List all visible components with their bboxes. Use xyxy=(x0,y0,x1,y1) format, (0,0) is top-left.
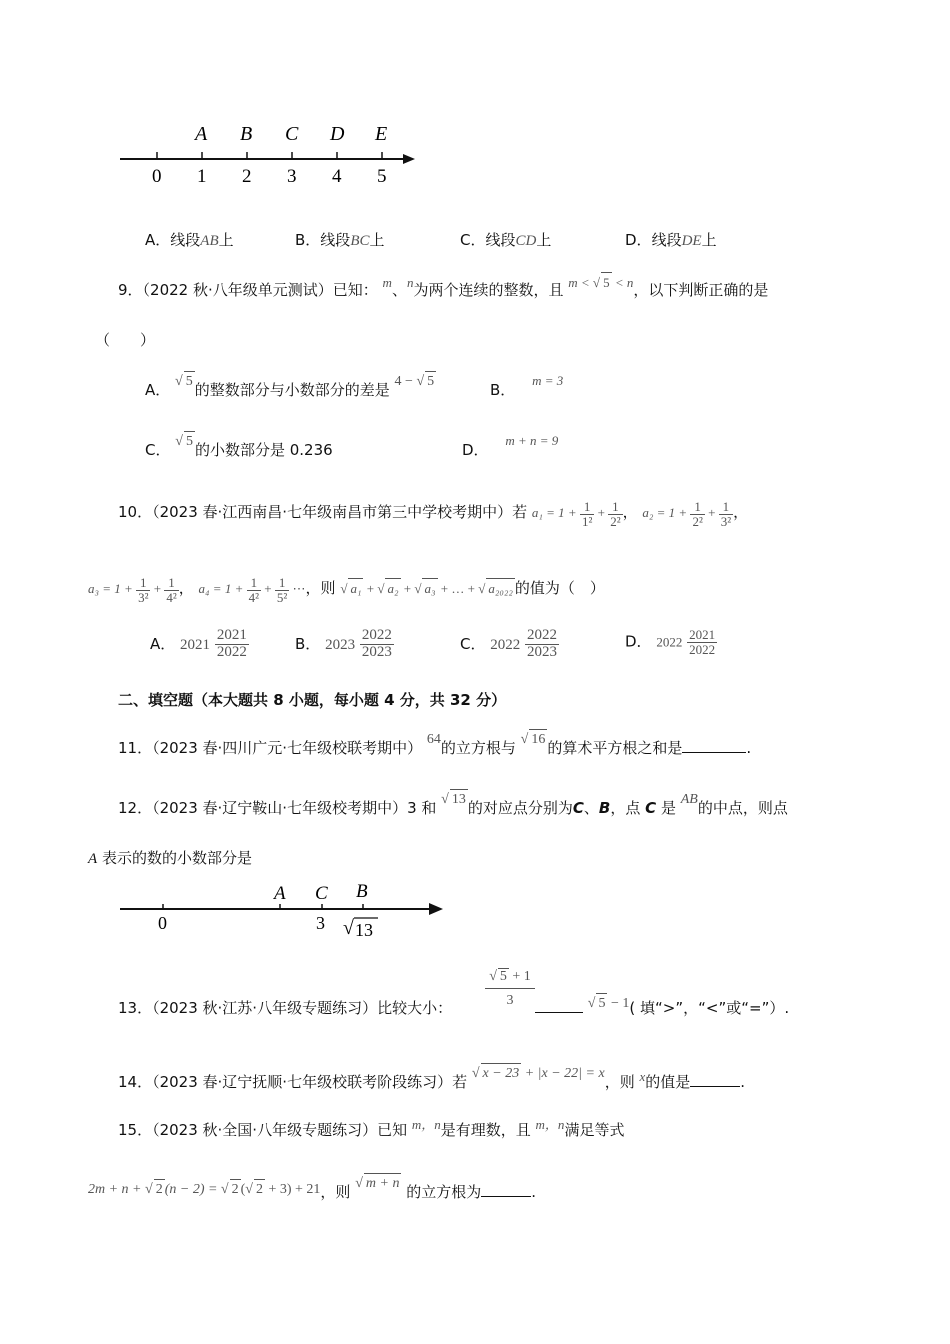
math-text: + |x − 22| = x xyxy=(524,1066,605,1081)
tick-label-3: 3 xyxy=(316,913,325,933)
q9-option-c[interactable] xyxy=(145,434,333,462)
point-label-E: E xyxy=(375,123,388,145)
point-label-A: A xyxy=(195,123,208,145)
math-text: + xyxy=(153,581,162,597)
math-text: + xyxy=(264,581,272,597)
tick-label-2: 2 xyxy=(242,166,252,187)
frac-num: 2022 xyxy=(361,627,392,643)
question-text: 的对应点分别为 xyxy=(467,799,573,817)
math-text: < n xyxy=(614,275,634,290)
radicand: m + n xyxy=(364,1173,402,1194)
a2-formula xyxy=(642,499,733,529)
option-text: 的整数部分与小数部分的差是 xyxy=(194,381,390,399)
separator: ， xyxy=(622,503,638,522)
question-number: 13． xyxy=(118,999,153,1017)
option-text: 上 xyxy=(369,231,385,249)
question-text: 的值是 xyxy=(645,1073,691,1091)
tick-label-0: 0 xyxy=(158,913,167,933)
math-text: − 1 xyxy=(610,996,630,1011)
a3-formula xyxy=(88,575,179,605)
option-key: C． xyxy=(460,231,486,249)
option-key: D． xyxy=(625,231,652,249)
frac-den: 3² xyxy=(720,513,732,529)
q10-option-a[interactable] xyxy=(150,628,249,661)
question-text: . xyxy=(740,1073,746,1091)
q8-option-b[interactable] xyxy=(295,230,385,251)
radicand: 5 xyxy=(184,431,195,452)
value-64: 64 xyxy=(426,732,441,747)
a1-formula xyxy=(531,499,623,529)
question-number: 12． xyxy=(118,799,153,817)
segment-name: CD xyxy=(515,233,537,249)
section-title: 二、填空题（本大题共 8 小题，每小题 4 分，共 32 分） xyxy=(118,691,507,709)
point-label-D: D xyxy=(330,123,345,145)
question-source: （2023 春·四川广元·七年级校联考期中） xyxy=(152,739,423,757)
q9-option-b[interactable] xyxy=(490,373,564,401)
frac-num: 1 xyxy=(136,576,150,591)
math-text: + xyxy=(366,581,375,597)
math-text: a₃ = 1 + xyxy=(88,581,133,597)
option-key: D． xyxy=(625,632,652,651)
q10-option-b[interactable] xyxy=(295,628,394,661)
radicand: 5 xyxy=(601,272,612,293)
frac-num: 1 xyxy=(164,576,178,591)
radicand: a₂ xyxy=(385,578,400,599)
math-text: + xyxy=(403,581,412,597)
option-key: A． xyxy=(150,634,176,653)
answer-paren: （ ） xyxy=(95,331,156,349)
radicand: a₃ xyxy=(422,578,437,599)
question-text: ，则 xyxy=(320,1183,351,1201)
q13-stem xyxy=(118,998,452,1018)
math-text: (n − 2) = xyxy=(164,1182,218,1197)
q13-fraction: √ 5 + 1 3 xyxy=(485,968,535,1009)
radicand: 2 xyxy=(154,1179,165,1200)
question-text: 满足等式 xyxy=(564,1121,625,1139)
math-text: ( xyxy=(240,1182,246,1197)
question-source: （2023 春·辽宁抚顺·七年级校联考阶段练习）若 xyxy=(152,1073,468,1091)
q10-option-c[interactable] xyxy=(460,628,559,661)
var-m: m xyxy=(382,275,392,290)
option-key: D． xyxy=(462,441,489,459)
frac-num: 1 xyxy=(608,500,622,515)
sqrt-m-plus-n: √ m + n xyxy=(355,1176,401,1191)
q9-stem xyxy=(118,275,769,301)
inequality: m < √ 5 < n xyxy=(568,275,633,290)
frac-num: 1 xyxy=(247,576,261,591)
frac-num: 2021 xyxy=(216,627,247,643)
question-number: 15． xyxy=(118,1121,153,1139)
frac-num: 1 xyxy=(690,500,704,515)
answer-blank[interactable] xyxy=(682,752,746,753)
question-text: 填“>”，“<”或“=”）. xyxy=(640,999,790,1017)
question-number: 14． xyxy=(118,1073,153,1091)
question-text: 为两个连续的整数，且 xyxy=(413,281,564,299)
frac-num: 2021 xyxy=(689,627,716,642)
sqrt5-minus-1: √ 5 − 1 xyxy=(588,996,630,1011)
q8-option-c[interactable] xyxy=(460,230,551,251)
mixed-whole: 2022 xyxy=(490,636,521,653)
question-text: 表示的数的小数部分是 xyxy=(101,849,252,867)
question-text: ，则 xyxy=(604,1073,635,1091)
a4-formula xyxy=(198,575,306,605)
math-text: + 1 xyxy=(512,969,531,984)
question-text: 的中点，则点 xyxy=(697,799,788,817)
frac-den: 1² xyxy=(581,513,593,529)
q12-stem xyxy=(118,792,788,820)
option-math: m = 3 xyxy=(532,373,564,388)
option-key: B． xyxy=(295,231,321,249)
question-number: 11． xyxy=(118,739,153,757)
radicand: a₁ xyxy=(348,578,363,599)
point-c: C xyxy=(645,799,657,817)
mixed-whole: 2021 xyxy=(180,636,211,653)
question-source: （2022 秋·八年级单元测试）已知： xyxy=(142,281,378,299)
frac-den: 2² xyxy=(610,513,621,529)
radicand: 5 xyxy=(425,371,436,392)
point-label-C: C xyxy=(285,123,299,145)
frac-den: 5² xyxy=(276,589,288,605)
question-text: ，则 xyxy=(305,579,336,598)
mixed-whole: 2023 xyxy=(325,636,356,653)
radical-sign: √ xyxy=(343,917,354,939)
tick-label-4: 4 xyxy=(332,166,342,187)
separator: 、 xyxy=(391,281,407,299)
frac-den: 2023 xyxy=(527,643,558,660)
tick-label-0: 0 xyxy=(152,166,162,187)
question-text: ，以下判断正确的是 xyxy=(633,281,769,299)
answer-blank[interactable] xyxy=(535,1012,583,1013)
vars-mn: m，n xyxy=(411,1117,441,1132)
vars-mn: m，n xyxy=(535,1117,565,1132)
answer-blank[interactable] xyxy=(690,1086,740,1087)
mixed-whole: 2022 xyxy=(656,634,683,650)
frac-num: 1 xyxy=(580,500,594,515)
question-number: 9． xyxy=(118,281,143,299)
number-line-arrow xyxy=(429,903,443,915)
segment-name: BC xyxy=(350,233,370,249)
q14-equation: √ x − 23 + |x − 22| = x xyxy=(472,1066,605,1081)
tick-label-5: 5 xyxy=(377,166,387,187)
sum-formula: √ a₁ + √ a₂ + √ a₃ + … + √ a₂₀₂₂ xyxy=(340,581,515,596)
frac-den: 2022 xyxy=(216,643,247,660)
separator: 、 xyxy=(583,799,599,817)
radicand: a₂₀₂₂ xyxy=(486,578,515,599)
frac-num: 1 xyxy=(719,500,733,515)
var-n: n xyxy=(406,275,414,290)
q10-stem xyxy=(118,500,748,528)
question-text: . xyxy=(531,1183,537,1201)
label-b: B xyxy=(356,881,368,902)
question-text: 是有理数，且 xyxy=(440,1121,531,1139)
frac-den: 3 xyxy=(506,993,514,1008)
option-text: 上 xyxy=(701,231,717,249)
q9-option-a[interactable] xyxy=(145,374,436,402)
number-line-2 xyxy=(110,872,455,942)
segment-ab: AB xyxy=(680,792,698,807)
math-text: + 3) + 21 xyxy=(268,1182,321,1197)
math-text: a₁ = 1 + xyxy=(531,505,577,521)
frac-den: 4² xyxy=(166,589,177,605)
math-text: ⋯ xyxy=(292,581,306,597)
radicand: 13 xyxy=(450,789,468,810)
q15-stem xyxy=(118,1117,625,1141)
frac-den: 4² xyxy=(248,589,260,605)
label-c: C xyxy=(315,883,328,904)
number-line-arrow xyxy=(403,154,415,164)
sqrt5: √ 5 xyxy=(175,374,195,389)
radicand: 2 xyxy=(254,1179,265,1200)
number-line-1 xyxy=(110,112,430,192)
question-source: （2023 春·江西南昌·七年级南昌市第三中学校考期中）若 xyxy=(152,503,528,522)
radicand: 5 xyxy=(499,969,507,984)
radicand: x − 23 xyxy=(481,1063,522,1084)
frac-den: 3² xyxy=(138,589,149,605)
option-key: B． xyxy=(295,634,321,653)
q14-stem xyxy=(118,1066,746,1094)
point-b: B xyxy=(598,799,611,817)
q8-option-d[interactable] xyxy=(625,230,717,251)
question-text: 的立方根与 xyxy=(440,739,516,757)
option-text: 上 xyxy=(536,231,552,249)
segment-name: AB xyxy=(200,233,219,249)
option-key: A． xyxy=(145,231,171,249)
sqrt16: √ 16 xyxy=(521,732,548,747)
question-source: （2023 春·辽宁鞍山·七年级校考期中）3 和 xyxy=(152,799,437,817)
sqrt13: √ 13 xyxy=(441,792,468,807)
paren: ( xyxy=(629,999,636,1017)
question-text: . xyxy=(746,739,752,757)
option-math: 4 − √ 5 xyxy=(395,374,437,389)
q10-stem-line2 xyxy=(88,576,605,604)
question-text: 的算术平方根之和是 xyxy=(547,739,683,757)
math-text: m < xyxy=(568,275,590,290)
radicand: 5 xyxy=(596,993,607,1014)
frac-den: 2022 xyxy=(689,641,716,657)
option-text: 线段 xyxy=(320,231,351,249)
option-text: 线段 xyxy=(485,231,516,249)
q11-stem xyxy=(118,732,752,760)
math-text: 2m + n + xyxy=(88,1182,142,1197)
frac-num: 1 xyxy=(275,576,289,591)
sqrt5: √ 5 xyxy=(175,434,195,449)
option-key: B． xyxy=(490,381,516,399)
option-key: A． xyxy=(145,381,171,399)
option-text: 上 xyxy=(218,231,234,249)
label-a: A xyxy=(274,883,286,904)
option-text: 线段 xyxy=(170,231,201,249)
radicand: 5 xyxy=(184,371,195,392)
q15-equation: 2m + n + √ 2 (n − 2) = √ 2 (√ 2 + 3) + 21 xyxy=(88,1182,320,1197)
q13-answer-line xyxy=(535,998,789,1020)
option-text: 的小数部分是 0.236 xyxy=(194,441,333,459)
question-text: 的值为（ ） xyxy=(514,579,605,598)
frac-den: 2² xyxy=(692,513,703,529)
point-label-B: B xyxy=(240,123,253,145)
option-math: m + n = 9 xyxy=(505,433,559,448)
question-text: 的立方根为 xyxy=(406,1183,482,1201)
option-text: 线段 xyxy=(651,231,682,249)
q12-stem-line2 xyxy=(88,848,252,869)
math-text: 4 − xyxy=(394,374,413,389)
var-x: x xyxy=(639,1069,646,1084)
q15-stem-line2 xyxy=(88,1176,537,1204)
separator: ， xyxy=(178,579,194,598)
question-number: 10． xyxy=(118,503,153,522)
point-a: A xyxy=(88,851,98,867)
math-text: + xyxy=(597,505,605,521)
math-text: a₂ = 1 + xyxy=(642,505,688,521)
math-text: + xyxy=(708,505,716,521)
point-c: C xyxy=(572,799,584,817)
separator: ， xyxy=(733,503,749,522)
segment-name: DE xyxy=(681,233,702,249)
tick-label-1: 1 xyxy=(197,166,207,187)
question-text: ，点 xyxy=(610,799,641,817)
math-text: a₄ = 1 + xyxy=(198,581,244,597)
option-key: C． xyxy=(145,441,171,459)
question-source: （2023 秋·江苏·八年级专题练习）比较大小： xyxy=(152,999,453,1017)
q8-option-a[interactable] xyxy=(145,230,234,251)
frac-den: 2023 xyxy=(361,643,392,660)
tick-label-sqrt13: 13 xyxy=(355,920,373,940)
q10-option-d[interactable] xyxy=(625,628,717,656)
math-text: + … + xyxy=(440,581,475,597)
question-source: （2023 秋·全国·八年级专题练习）已知 xyxy=(152,1121,408,1139)
q9-option-d[interactable] xyxy=(462,433,559,461)
answer-blank[interactable] xyxy=(481,1196,531,1197)
tick-label-3: 3 xyxy=(287,166,297,187)
radicand: 16 xyxy=(529,729,547,750)
option-key: C． xyxy=(460,634,486,653)
question-text: 是 xyxy=(660,799,676,817)
radicand: 2 xyxy=(230,1179,241,1200)
frac-num: 2022 xyxy=(527,627,558,643)
